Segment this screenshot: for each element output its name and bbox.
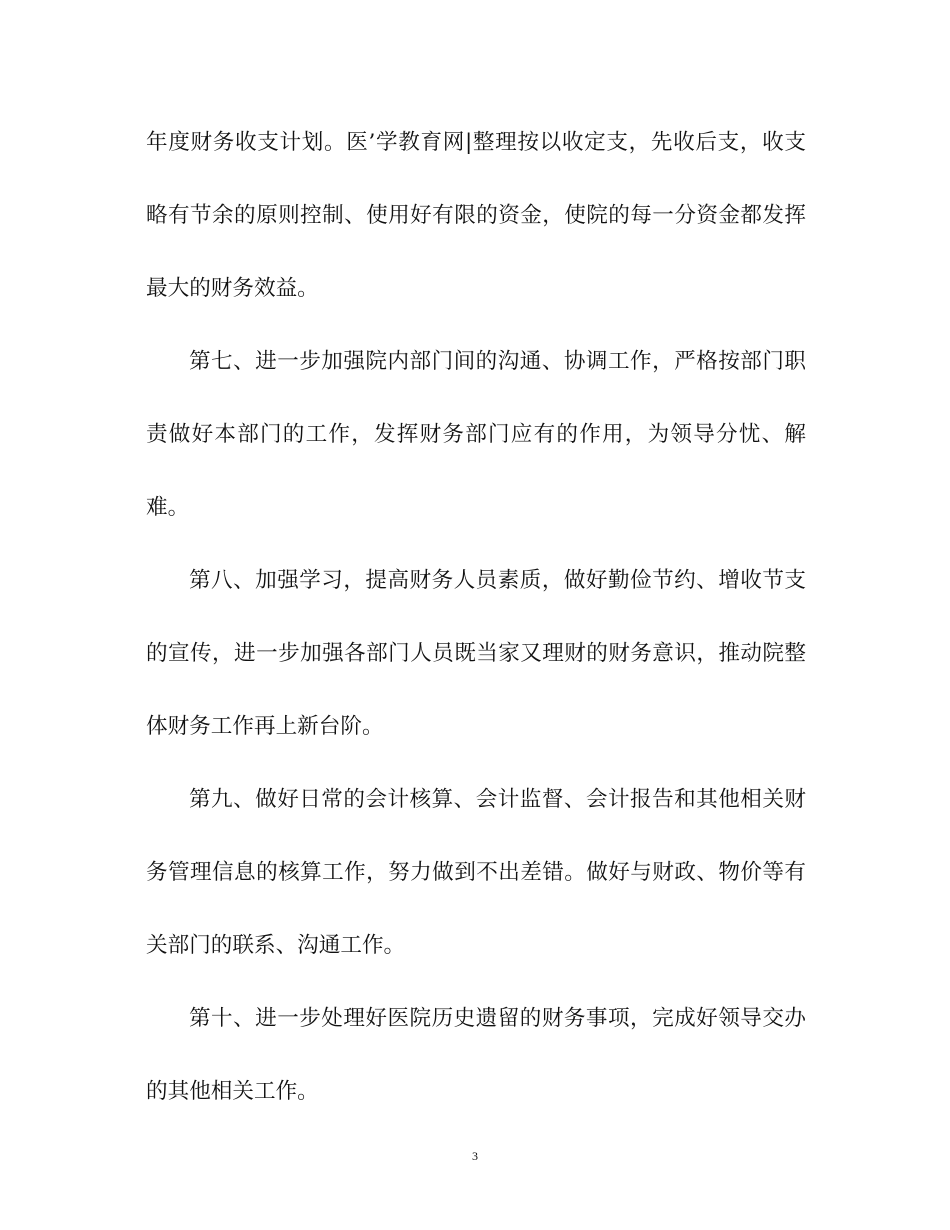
paragraph-2-line-1: 第七、进一步加强院内部门间的沟通、协调工作，严格按部门职 bbox=[189, 349, 806, 374]
paragraph-5-line-2: 的其他相关工作。 bbox=[146, 1079, 319, 1104]
paragraph-4-line-3: 关部门的联系、沟通工作。 bbox=[146, 933, 406, 958]
page-number: 3 bbox=[472, 1149, 478, 1163]
paragraph-5-line-1: 第十、进一步处理好医院历史遗留的财务事项，完成好领导交办 bbox=[189, 1006, 806, 1031]
paragraph-4-line-2: 务管理信息的核算工作，努力做到不出差错。做好与财政、物价等有 bbox=[146, 860, 806, 885]
paragraph-4-line-1: 第九、做好日常的会计核算、会计监督、会计报告和其他相关财 bbox=[189, 787, 806, 812]
paragraph-1-line-1: 年度财务收支计划。医’学教育网|整理按以收定支，先收后支，收支 bbox=[146, 130, 806, 155]
paragraph-1-line-2: 略有节余的原则控制、使用好有限的资金，使院的每一分资金都发挥 bbox=[146, 203, 806, 228]
paragraph-2-line-2: 责做好本部门的工作，发挥财务部门应有的作用，为领导分忧、解 bbox=[146, 422, 806, 447]
paragraph-3-line-2: 的宣传，进一步加强各部门人员既当家又理财的财务意识，推动院整 bbox=[146, 641, 806, 666]
paragraph-1-line-3: 最大的财务效益。 bbox=[146, 276, 319, 301]
paragraph-3-line-3: 体财务工作再上新台阶。 bbox=[146, 714, 384, 739]
paragraph-3-line-1: 第八、加强学习，提高财务人员素质，做好勤俭节约、增收节支 bbox=[189, 568, 806, 593]
paragraph-2-line-3: 难。 bbox=[146, 495, 190, 520]
